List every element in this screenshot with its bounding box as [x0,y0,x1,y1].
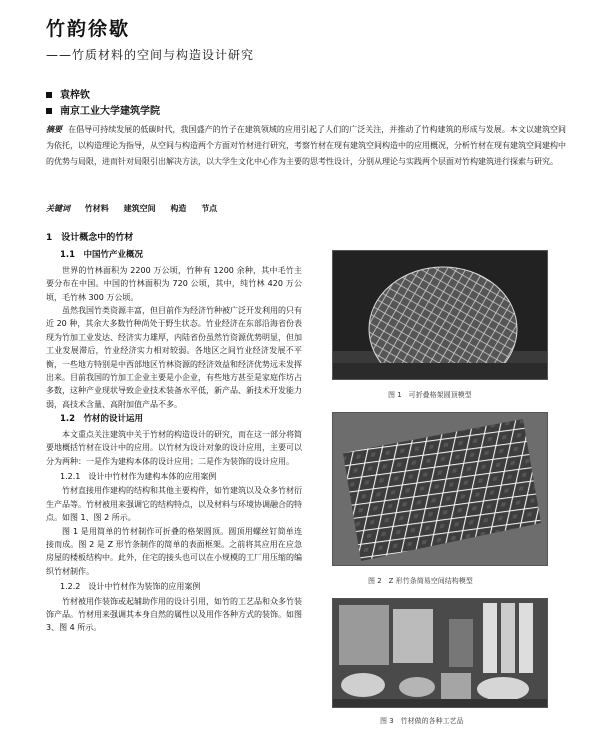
figure-3-caption: 图 3 竹材做的各种工艺品 [380,717,464,725]
figure-space-frame-photo [332,412,548,566]
figure-2-caption: 图 2 Z 形竹条简易空间结构模型 [368,577,473,585]
abstract-text: 在倡导可持续发展的低碳时代，我国盛产的竹子在建筑领域的应用引起了人们的广泛关注，并推动了竹构建筑的形成与发展。本文以建筑空间为依托，以构造理论为指导，从空间与构造两个方面对竹材进行研究，考察竹材在现有建筑空间构造中的应用概况，分析竹材在现有建筑空间建构中的优势与局限，进而针对局限引出解决方法，以大学生文化中心作为主要的思考性设计，分别从理论与实践两个层面对竹构建筑进行探索与研究。 [46,125,567,166]
subsubsection-heading: 1.2.1 设计中竹材作为建构本体的应用案例 [60,471,217,481]
paragraph: 竹材直接用作建构的结构和其他主要构件，如竹建筑以及众多竹材衍生产品等。竹材被用来强调它的结构特点，以及材料与环境协调融合的特点。如图 1、图 2 所示。 [46,486,302,523]
subsection-heading: 1.1 中国竹产业概况 [60,250,144,261]
abstract [46,122,566,170]
subsection-heading: 1.2 竹材的设计运用 [60,414,144,425]
keyword-item: 节点 [201,204,218,213]
paragraph: 虽然我国竹类资源丰富，但目前作为经济竹种被广泛开发利用的只有近 20 种，其余大多数竹种尚处于野生状态。竹业经济在东部沿海省份表现为竹加工业发达、经济实力雄厚，内陆省份虽然竹资源优势明显，但加工业发展滞后，竹业经济实力相对较弱。各地区之间竹业经济发展不平衡，一些地方特别是中西部地区竹林资源的经济效益和经济优势远未发挥出来。目前我国的竹加工企业主要是小企业，有些地方甚至是家庭作坊占多数，这种产业现状导致企业技术装备水平低，新产品、新技术开发能力弱，高技术含量、高附加值产品不多。 [46,306,302,409]
author-affiliation-text: 南京工业大学建筑学院 [60,106,160,117]
keyword-item: 建筑空间 [123,204,156,213]
keyword-item: 构造 [170,204,187,213]
body-column [46,232,302,635]
figure-dome-photo [332,250,548,380]
section-heading: 1 设计概念中的竹材 [46,233,134,243]
paper-subtitle: ——竹质材料的空间与构造设计研究 [46,48,255,62]
abstract-label: 摘要 [46,125,63,134]
keywords [46,203,229,214]
subsubsection-heading: 1.2.2 设计中竹材作为装饰的应用案例 [60,582,201,592]
paragraph: 世界的竹林面积为 2200 万公顷，竹种有 1200 余种，其中毛竹主要分布在中国。中国的竹林面积为 720 公顷，其中，纯竹林 420 万公顷，毛竹林 300 万公顷。 [46,265,302,302]
paragraph: 竹材被用作装饰或起辅助作用的设计引用，如竹的工艺品和众多竹装饰产品。竹材用来强调其本身自然的属性以及用作各种方式的装饰。如图 3、图 4 所示。 [46,596,302,633]
paper-title: 竹韵徐歇 [46,18,131,40]
keyword-item: 竹材料 [84,204,109,213]
paragraph: 本文重点关注建筑中关于竹材的构造设计的研究，而在这一部分将简要地概括竹材在设计中的应用。以竹材为设计对象的设计应用，主要可以分为两种：一是作为建构本体的设计应用；二是作为装饰的设计应用。 [46,429,302,466]
keywords-label: 关键词 [46,204,70,213]
figure-1-caption: 图 1 可折叠格架圆顶模型 [388,391,472,399]
bullet-square-icon [46,92,52,98]
bullet-square-icon [46,108,52,114]
author-name-text: 袁梓钦 [60,90,90,101]
figure-crafts-photo [332,598,548,708]
author-affiliation [46,102,160,117]
paragraph: 图 1 是用简单的竹材制作可折叠的格架圆顶。圆顶用螺丝钉简单连接而成。图 2 是 Z 形竹条制作的简单的表面框架。之前将其应用在应急房屋的楼板结构中。此外，住宅的接头也可以在小规模的工厂用压缩的编织竹材制作。 [46,526,302,576]
author-name [46,86,90,101]
